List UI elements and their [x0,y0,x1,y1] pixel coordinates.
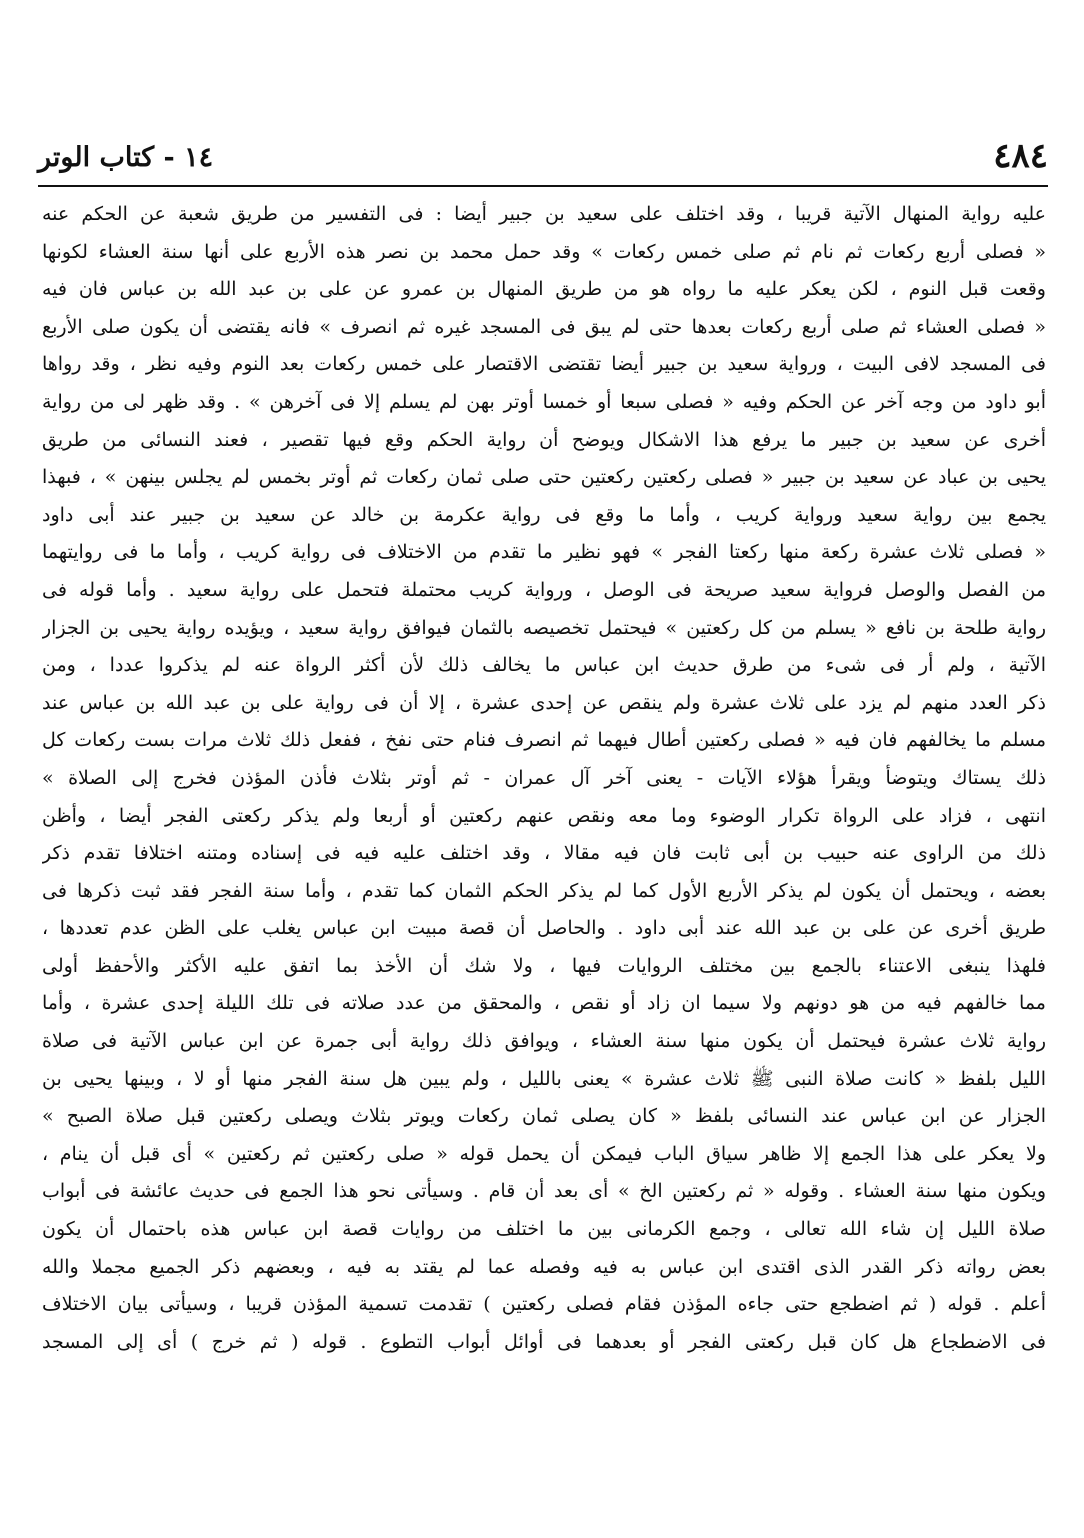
text-line: أبو داود من وجه آخر عن الحكم وفيه « فصلى سبعا أو خمسا أوتر بهن لم يسلم إلا فى آخرهن » . وقد ظهر لى من رواية [42,390,1046,413]
text-line: « فصلى أربع ركعات ثم نام ثم صلى خمس ركعات » وقد حمل محمد بن نصر هذه الأربع على أنها سنة العشاء لكونها [42,240,1046,263]
text-line: الجزار عن ابن عباس عند النسائى بلفظ « كان يصلى ثمان ركعات ويوتر بثلاث ويصلى ركعتين قبل صلاة الصبح » [42,1105,1046,1128]
text-line: يجمع بين رواية سعيد ورواية كريب ، وأما ما وقع فى رواية عكرمة بن خالد عن سعيد بن جبير عند أبى داود [42,503,1046,526]
text-line: طريق أخرى عن على بن عبد الله عند أبى داود . والحاصل أن قصة مبيت ابن عباس يغلب على الظن عدم تعددها ، [42,917,1046,940]
text-line: ذكر العدد منهم لم يزد على ثلاث عشرة ولم ينقص عن إحدى عشرة ، إلا أن فى رواية على بن عبد الله بن عباس عند [42,691,1046,714]
text-line: صلاة الليل إن شاء الله تعالى ، وجمع الكرمانى بين ما اختلف من روايات قصة ابن عباس هذه باحتمال أن يكون [42,1218,1046,1241]
text-line: فى الاضطجاع هل كان قبل ركعتى الفجر أو بعدهما فى أوائل أبواب التطوع . قوله ( ثم خرج ) أى إلى المسجد [42,1330,1046,1353]
text-line: بعضه ، ويحتمل أن يكون لم يذكر الأربع الأول كما لم يذكر الحكم الثمان كما تقدم ، وأما سنة الفجر فقد ثبت ذكرها فى [42,879,1046,902]
text-line: ذلك من الراوى عنه حبيب بن أبى ثابت فان فيه مقالا ، وقد اختلف عليه فيه فى إسناده ومتنه اختلافا تقدم ذكر [42,842,1046,865]
chapter-title: ١٤ - كتاب الوتر [38,142,214,173]
text-line: مما خالفهم فيه من هو دونهم ولا سيما ان زاد أو نقص ، والمحقق من عدد صلاته فى تلك الليلة إحدى عشرة ، وأما [42,992,1046,1015]
text-line: فلهذا ينبغى الاعتناء بالجمع بين مختلف الروايات فيها ، ولا شك أن الأخذ بما اتفق عليه الأكثر والأحفظ أولى [42,954,1046,977]
text-line: الآتية ، ولم أر فى شىء من طرق حديث ابن عباس ما يخالف ذلك لأن أكثر الرواة عنه لم يذكروا عددا ، ومن [42,654,1046,677]
header-divider [38,185,1048,187]
text-line: الليل بلفظ « كانت صلاة النبى ﷺ ثلاث عشرة » يعنى بالليل ، ولم يبين هل سنة الفجر منها أو لا ، وبينها يحيى بن [42,1067,1046,1090]
text-line: « فصلى العشاء ثم صلى أربع ركعات بعدها حتى لم يبق فى المسجد غيره ثم انصرف » فانه يقتضى أن يكون صلى الأربع [42,315,1046,338]
text-line: ذلك يستاك ويتوضأ ويقرأ هؤلاء الآيات - يعنى آخر آل عمران - ثم أوتر بثلاث فأذن المؤذن فخرج إلى الصلاة » [42,766,1046,789]
text-line: أعلم . قوله ( ثم اضطجع حتى جاءه المؤذن فقام فصلى ركعتين ) تقدمت تسمية المؤذن قريبا ، وسيأتى بيان الاختلاف [42,1293,1046,1316]
text-line: ويكون منها سنة العشاء . وقوله « ثم ركعتين الخ » أى بعد أن قام . وسيأتى نحو هذا الجمع فى حديث عائشة فى أبواب [42,1180,1046,1203]
text-line: « فصلى ثلاث عشرة ركعة منها ركعتا الفجر » فهو نظير ما تقدم من الاختلاف فى رواية كريب ، وأما ما فى روايتهما [42,541,1046,564]
text-line: انتهى ، فزاد على الرواة تكرار الوضوء وما معه ونقص عنهم ركعتين أو أربعا ولم يذكر ركعتى الفجر أيضا ، وأظن [42,804,1046,827]
text-line: ولا يعكر على هذا الجمع إلا ظاهر سياق الباب فيمكن أن يحمل قوله « صلى ركعتين ثم ركعتين » أى قبل أن ينام ، [42,1142,1046,1165]
page-number: ٤٨٤ [993,136,1048,176]
text-line: بعض رواته ذكر القدر الذى اقتدى ابن عباس به فيه وفصله عما لم يقتد به فيه ، وبعضهم ذكر الجميع مجملا والله [42,1255,1046,1278]
text-line: وقعت قبل النوم ، لكن يعكر عليه ما رواه هو من طريق المنهال بن عمرو عن على بن عبد الله بن عباس فان فيه [42,278,1046,301]
text-line: يحيى بن عباد عن سعيد بن جبير « فصلى ركعتين ركعتين حتى صلى ثمان ركعات ثم أوتر بخمس لم يجلس بينهن » ، فبهذا [42,466,1046,489]
text-line: من الفصل والوصل فرواية سعيد صريحة فى الوصل ، ورواية كريب محتملة فتحمل على رواية سعيد . وأما قوله فى [42,578,1046,601]
text-line: مسلم ما يخالفهم فان فيه « فصلى ركعتين أطال فيهما ثم انصرف فنام حتى نفخ ، ففعل ذلك ثلاث مرات بست ركعات كل [42,729,1046,752]
text-line: رواية ثلاث عشرة فيحتمل أن يكون منها سنة العشاء ، ويوافق ذلك رواية أبى جمرة عن ابن عباس الآتية فى صلاة [42,1030,1046,1053]
page-header [38,134,1048,182]
text-line: أخرى عن سعيد بن جبير ما يرفع هذا الاشكال ويوضح أن رواية الحكم وقع فيها تقصير ، فعند النسائى من طريق [42,428,1046,451]
text-line: فى المسجد لافى البيت ، ورواية سعيد بن جبير أيضا تقتضى الاقتصار على خمس ركعات بعد النوم وفيه نظر ، وقد رواها [42,353,1046,376]
body-text [42,196,1046,1361]
text-line: رواية طلحة بن نافع « يسلم من كل ركعتين » فيحتمل تخصيصه بالثمان فيوافق رواية سعيد ، ويؤيده رواية يحيى بن الجزار [42,616,1046,639]
text-line: عليه رواية المنهال الآتية قريبا ، وقد اختلف على سعيد بن جبير أيضا : فى التفسير من طريق شعبة عن الحكم عنه [42,203,1046,225]
